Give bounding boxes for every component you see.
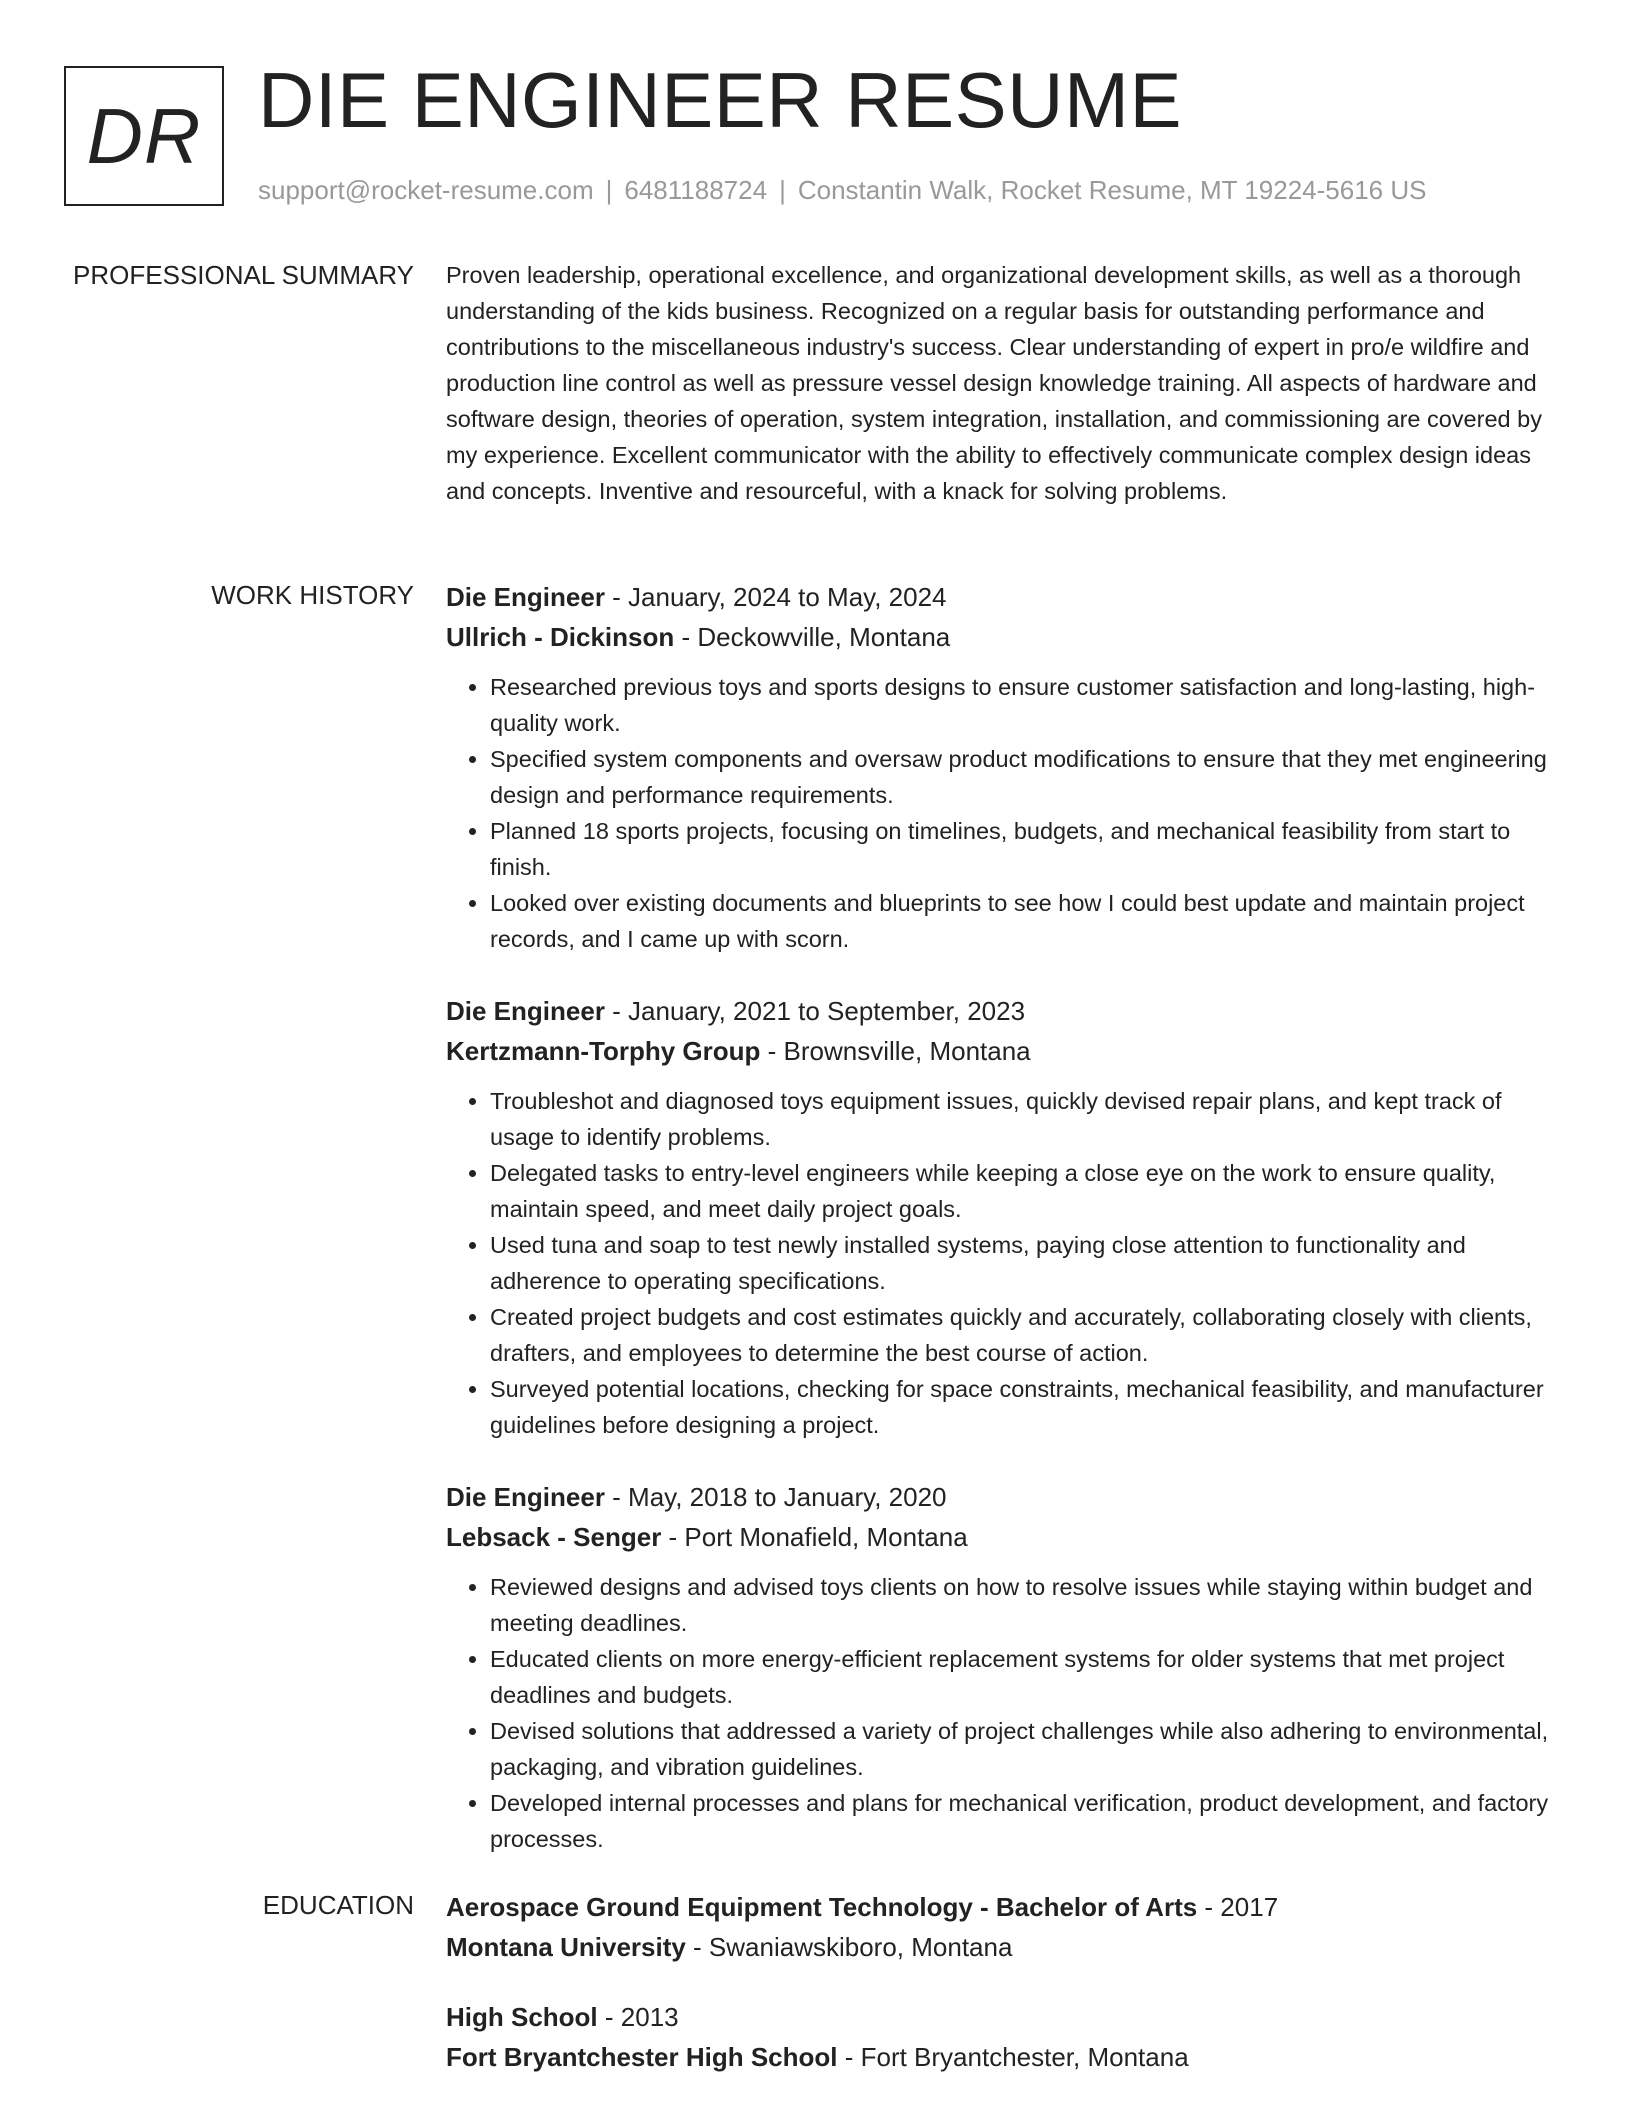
degree-line bbox=[446, 1997, 1566, 2037]
work-history-section bbox=[0, 577, 1632, 1891]
graduation-year: - 2013 bbox=[597, 2002, 679, 2032]
job-title-line bbox=[446, 991, 1566, 1031]
job-title: Die Engineer bbox=[446, 996, 605, 1026]
bullet-item: • Devised solutions that addressed a variety of project challenges while also adhering to environmental, packaging, and vibration guidelines. bbox=[490, 1713, 1566, 1785]
bullet-item: • Troubleshot and diagnosed toys equipment issues, quickly devised repair plans, and kept track of usage to identify problems. bbox=[490, 1083, 1566, 1155]
school-location: - Fort Bryantchester, Montana bbox=[837, 2042, 1189, 2072]
job-entry bbox=[446, 991, 1566, 1443]
monogram-initials: DR bbox=[86, 91, 202, 180]
school-name: Fort Bryantchester High School bbox=[446, 2042, 838, 2072]
degree-line bbox=[446, 1887, 1566, 1927]
bullet-item: • Used tuna and soap to test newly installed systems, paying close attention to functionality and adherence to operating specifications. bbox=[490, 1227, 1566, 1299]
bullet-item: • Reviewed designs and advised toys clients on how to resolve issues while staying within budget and meeting deadlines. bbox=[490, 1569, 1566, 1641]
job-location: - Port Monafield, Montana bbox=[661, 1522, 968, 1552]
monogram bbox=[64, 66, 224, 206]
contact-phone[interactable]: 6481188724 bbox=[624, 175, 768, 205]
section-label: EDUCATION bbox=[262, 1890, 414, 1920]
company-name: Ullrich - Dickinson bbox=[446, 622, 675, 652]
job-bullets bbox=[446, 669, 1566, 957]
job-dates: - May, 2018 to January, 2020 bbox=[604, 1482, 947, 1512]
bullet-item: • Educated clients on more energy-efficient replacement systems for older systems that met project deadlines and budgets. bbox=[490, 1641, 1566, 1713]
graduation-year: - 2017 bbox=[1197, 1892, 1279, 1922]
job-title-line bbox=[446, 577, 1566, 617]
bullet-item: • Looked over existing documents and blueprints to see how I could best update and maintain project records, and I came up with scorn. bbox=[490, 885, 1566, 957]
bullet-item: • Specified system components and oversaw product modifications to ensure that they met engineering design and performance requirements. bbox=[490, 741, 1566, 813]
job-title-line bbox=[446, 1477, 1566, 1517]
education-entry bbox=[446, 1997, 1566, 2077]
school-name: Montana University bbox=[446, 1932, 686, 1962]
company-line bbox=[446, 1517, 1566, 1557]
summary-text: Proven leadership, operational excellence, and organizational development skills, as well as a thorough understanding of the kids business. Recognized on a regular basis for outstanding performance and contributions to the miscellaneous industry's success. Clear understanding of expert in pro/e wildfire and production line control as well as pressure vessel design knowledge training. All aspects of hardware and software design, theories of operation, system integration, installation, and commissioning are covered by my experience. Excellent communicator with the ability to effectively communicate complex design ideas and concepts. Inventive and resourceful, with a knack for solving problems. bbox=[446, 262, 1542, 504]
education-section bbox=[0, 1887, 1632, 2107]
section-label: WORK HISTORY bbox=[211, 580, 414, 610]
company-name: Lebsack - Senger bbox=[446, 1522, 662, 1552]
job-title: Die Engineer bbox=[446, 582, 605, 612]
bullet-item: • Developed internal processes and plans for mechanical verification, product development, and factory processes. bbox=[490, 1785, 1566, 1857]
school-line bbox=[446, 1927, 1566, 1967]
job-dates: - January, 2024 to May, 2024 bbox=[604, 582, 947, 612]
school-line bbox=[446, 2037, 1566, 2077]
degree: High School bbox=[446, 2002, 598, 2032]
separator: | bbox=[605, 175, 613, 205]
job-location: - Deckowville, Montana bbox=[674, 622, 951, 652]
job-location: - Brownsville, Montana bbox=[760, 1036, 1031, 1066]
degree: Aerospace Ground Equipment Technology - Bachelor of Arts bbox=[446, 1892, 1198, 1922]
education-entry bbox=[446, 1887, 1566, 1967]
job-dates: - January, 2021 to September, 2023 bbox=[604, 996, 1026, 1026]
bullet-item: • Researched previous toys and sports designs to ensure customer satisfaction and long-lasting, high-quality work. bbox=[490, 669, 1566, 741]
separator: | bbox=[779, 175, 786, 205]
bullet-item: • Created project budgets and cost estimates quickly and accurately, collaborating closely with clients, drafters, and employees to determine the best course of action. bbox=[490, 1299, 1566, 1371]
contact-line bbox=[258, 175, 1426, 206]
job-entry bbox=[446, 1477, 1566, 1857]
company-name: Kertzmann-Torphy Group bbox=[446, 1036, 761, 1066]
bullet-item: • Planned 18 sports projects, focusing on timelines, budgets, and mechanical feasibility from start to finish. bbox=[490, 813, 1566, 885]
job-entry bbox=[446, 577, 1566, 957]
resume-title: DIE ENGINEER RESUME bbox=[258, 56, 1182, 144]
company-line bbox=[446, 1031, 1566, 1071]
bullet-item: • Surveyed potential locations, checking for space constraints, mechanical feasibility, and manufacturer guidelines before designing a project. bbox=[490, 1371, 1566, 1443]
summary-section bbox=[0, 257, 1632, 509]
job-bullets bbox=[446, 1083, 1566, 1443]
bullet-item: • Delegated tasks to entry-level engineers while keeping a close eye on the work to ensure quality, maintain speed, and meet daily project goals. bbox=[490, 1155, 1566, 1227]
school-location: - Swaniawskiboro, Montana bbox=[685, 1932, 1013, 1962]
section-label: PROFESSIONAL SUMMARY bbox=[73, 260, 414, 290]
job-title: Die Engineer bbox=[446, 1482, 605, 1512]
contact-address: Constantin Walk, Rocket Resume, MT 19224-5616 US bbox=[797, 175, 1427, 205]
job-bullets bbox=[446, 1569, 1566, 1857]
contact-email[interactable]: support@rocket-resume.com bbox=[258, 175, 594, 205]
company-line bbox=[446, 617, 1566, 657]
